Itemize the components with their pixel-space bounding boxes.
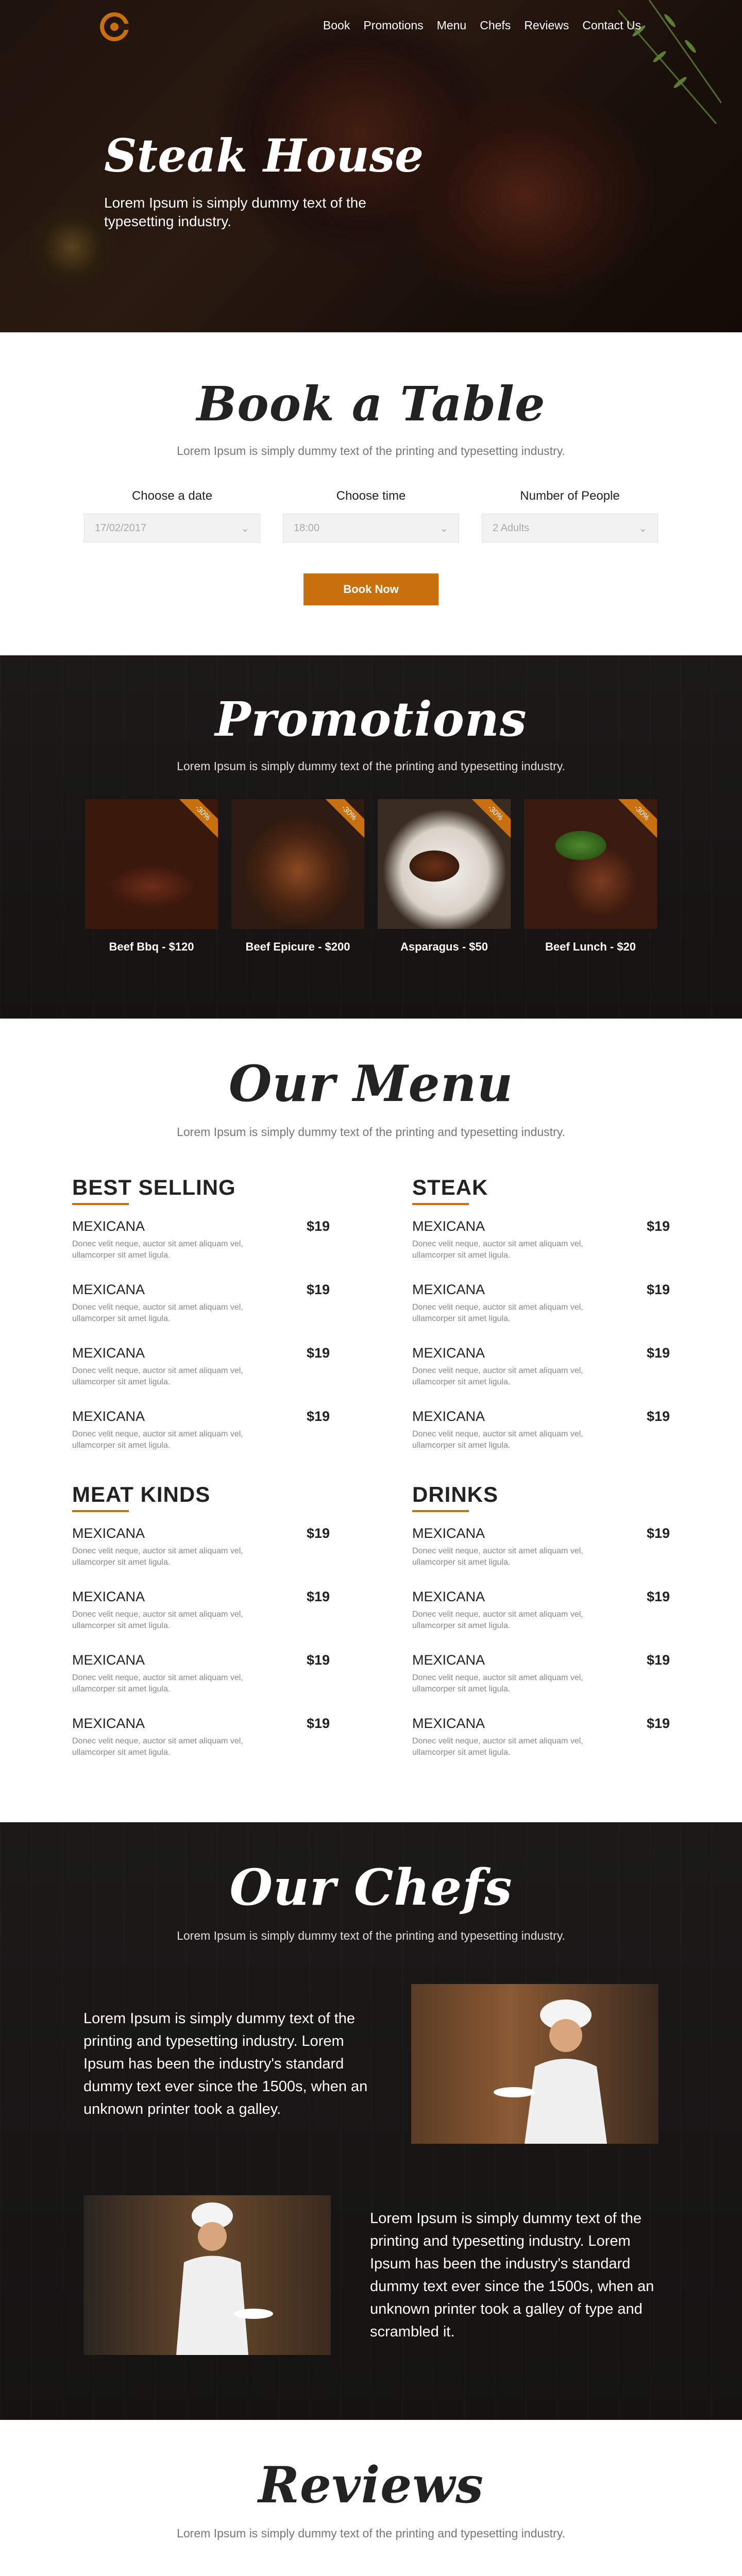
menu-item-row (72, 1282, 330, 1298)
menu-item-description: Donec velit neque, auctor sit amet aliquam vel, ullamcorper sit amet ligula. (412, 1737, 583, 1757)
menu-item-name: MEXICANA (72, 1345, 145, 1361)
menu-item-description: Donec velit neque, auctor sit amet aliquam vel, ullamcorper sit amet ligula. (72, 1240, 243, 1260)
promo-name: Beef Epicure - $200 (245, 940, 350, 953)
promo-card[interactable] (378, 799, 511, 954)
chef-photo (83, 2195, 331, 2355)
menu-item-description: Donec velit neque, auctor sit amet aliquam vel, ullamcorper sit amet ligula. (412, 1303, 583, 1323)
menu-item-price: $19 (306, 1716, 330, 1731)
menu-item-row (412, 1589, 670, 1605)
menu-item-price: $19 (306, 1526, 330, 1541)
nav-reviews[interactable]: Reviews (524, 19, 569, 32)
book-subtitle: Lorem Ipsum is simply dummy text of the printing and typesetting industry. (177, 444, 565, 457)
brand-logo-icon[interactable] (99, 11, 130, 42)
menu-item-row (412, 1526, 670, 1541)
menu-item-description: Donec velit neque, auctor sit amet aliquam vel, ullamcorper sit amet ligula. (412, 1430, 583, 1450)
date-label: Choose a date (131, 489, 213, 503)
menu-section (0, 1019, 742, 1822)
menu-item-description: Donec velit neque, auctor sit amet aliquam vel, ullamcorper sit amet ligula. (412, 1366, 583, 1386)
promo-cards (0, 799, 742, 954)
menu-item[interactable] (72, 1345, 330, 1388)
chef-description: Lorem Ipsum is simply dummy text of the printing and typesetting industry. Lorem Ipsum has been the industry's standard dummy text ever since the 1500s, when an unknown printer took a galley of type and scrambled it. (370, 2210, 654, 2340)
chevron-down-icon: ⌄ (241, 522, 249, 534)
chefs-section (0, 1822, 742, 2420)
time-value: 18:00 (294, 522, 320, 534)
promo-card[interactable] (524, 799, 657, 954)
menu-item-price: $19 (646, 1345, 670, 1361)
menu-item-description: Donec velit neque, auctor sit amet aliquam vel, ullamcorper sit amet ligula. (72, 1366, 243, 1386)
menu-item-name: MEXICANA (412, 1526, 485, 1541)
menu-item-name: MEXICANA (72, 1589, 145, 1604)
menu-item-row (72, 1716, 330, 1732)
menu-columns (0, 1175, 742, 1779)
menu-item-row (412, 1282, 670, 1298)
menu-item-price: $19 (646, 1652, 670, 1668)
promo-image (378, 799, 511, 929)
menu-item-price: $19 (306, 1282, 330, 1297)
promo-image (85, 799, 218, 929)
nav-menu-link[interactable]: Menu (436, 19, 467, 32)
menu-item-row (412, 1652, 670, 1668)
menu-item-name: MEXICANA (72, 1652, 145, 1668)
hero-title: Steak House (104, 129, 424, 182)
promo-image (524, 799, 657, 929)
promo-image (231, 799, 364, 929)
menu-item-name: MEXICANA (412, 1409, 485, 1424)
menu-item[interactable] (72, 1716, 330, 1758)
promo-card[interactable] (231, 799, 364, 954)
menu-column-right (412, 1175, 670, 1779)
menu-item-name: MEXICANA (72, 1526, 145, 1541)
time-field (283, 489, 459, 543)
menu-item-price: $19 (646, 1716, 670, 1731)
menu-item-price: $19 (646, 1218, 670, 1234)
menu-item-row (412, 1218, 670, 1234)
discount-badge: -30% (468, 799, 511, 840)
menu-item-price: $19 (306, 1589, 330, 1604)
chef-row (0, 1984, 742, 2144)
menu-item-description: Donec velit neque, auctor sit amet aliquam vel, ullamcorper sit amet ligula. (72, 1303, 243, 1323)
menu-item[interactable] (72, 1652, 330, 1695)
hero-section (0, 0, 742, 332)
nav-chefs[interactable]: Chefs (480, 19, 511, 32)
menu-item[interactable] (412, 1526, 670, 1568)
book-now-button[interactable]: Book Now (303, 573, 439, 605)
menu-item-description: Donec velit neque, auctor sit amet aliquam vel, ullamcorper sit amet ligula. (72, 1610, 243, 1630)
promotions-section (0, 655, 742, 1019)
reviews-section (0, 2420, 742, 2576)
menu-item-description: Donec velit neque, auctor sit amet aliquam vel, ullamcorper sit amet ligula. (72, 1547, 243, 1567)
menu-item-row (72, 1218, 330, 1234)
nav-contact[interactable]: Contact Us (582, 19, 641, 32)
book-title: Book a Table (196, 376, 546, 432)
menu-item-name: MEXICANA (412, 1589, 485, 1604)
menu-item[interactable] (412, 1589, 670, 1632)
chef-photo (411, 1984, 659, 2144)
time-select[interactable] (283, 514, 459, 543)
menu-item[interactable] (412, 1218, 670, 1261)
menu-item[interactable] (412, 1282, 670, 1325)
people-label: Number of People (520, 489, 620, 503)
menu-item-row (72, 1345, 330, 1361)
menu-item[interactable] (72, 1526, 330, 1568)
chef-row (0, 2195, 742, 2355)
menu-item-price: $19 (306, 1652, 330, 1668)
menu-item-row (412, 1716, 670, 1732)
menu-item[interactable] (72, 1409, 330, 1451)
nav-menu (323, 19, 641, 32)
promo-name: Asparagus - $50 (400, 940, 488, 953)
nav-promotions[interactable]: Promotions (363, 19, 424, 32)
chefs-subtitle: Lorem Ipsum is simply dummy text of the printing and typesetting industry. (177, 1929, 565, 1942)
hero-description: Lorem Ipsum is simply dummy text of the typesetting industry. (104, 195, 366, 229)
menu-item-name: MEXICANA (72, 1716, 145, 1731)
menu-item-price: $19 (646, 1409, 670, 1424)
menu-item-price: $19 (306, 1409, 330, 1424)
menu-item-price: $19 (646, 1589, 670, 1604)
chefs-title: Our Chefs (229, 1858, 513, 1917)
menu-items (412, 1526, 670, 1758)
menu-item-description: Donec velit neque, auctor sit amet aliquam vel, ullamcorper sit amet ligula. (412, 1240, 583, 1260)
menu-item-description: Donec velit neque, auctor sit amet aliquam vel, ullamcorper sit amet ligula. (72, 1673, 243, 1693)
chevron-down-icon: ⌄ (440, 522, 448, 534)
menu-item-row (412, 1409, 670, 1425)
menu-subtitle: Lorem Ipsum is simply dummy text of the printing and typesetting industry. (177, 1125, 565, 1139)
menu-item-name: MEXICANA (412, 1345, 485, 1361)
menu-category: MEAT KINDS (72, 1482, 330, 1512)
people-select[interactable] (482, 514, 658, 543)
menu-item-row (72, 1589, 330, 1605)
menu-item-description: Donec velit neque, auctor sit amet aliquam vel, ullamcorper sit amet ligula. (412, 1610, 583, 1630)
menu-item[interactable] (72, 1282, 330, 1325)
menu-category: STEAK (412, 1175, 670, 1205)
nav-book[interactable]: Book (323, 19, 350, 32)
discount-badge: -30% (615, 799, 657, 840)
menu-items (72, 1218, 330, 1451)
people-value: 2 Adults (493, 522, 530, 534)
menu-item-name: MEXICANA (72, 1282, 145, 1297)
menu-item-description: Donec velit neque, auctor sit amet aliquam vel, ullamcorper sit amet ligula. (72, 1737, 243, 1757)
menu-item-price: $19 (646, 1526, 670, 1541)
menu-item[interactable] (72, 1218, 330, 1261)
menu-item[interactable] (412, 1345, 670, 1388)
promotions-title: Promotions (215, 691, 527, 747)
menu-item-name: MEXICANA (412, 1652, 485, 1668)
menu-item-name: MEXICANA (412, 1218, 485, 1234)
menu-item-name: MEXICANA (412, 1282, 485, 1297)
book-table-section (0, 332, 742, 655)
date-select[interactable] (84, 514, 260, 543)
reviews-subtitle: Lorem Ipsum is simply dummy text of the printing and typesetting industry. (177, 2527, 565, 2540)
menu-item-description: Donec velit neque, auctor sit amet aliquam vel, ullamcorper sit amet ligula. (72, 1430, 243, 1450)
menu-item-price: $19 (306, 1218, 330, 1234)
date-value: 17/02/2017 (95, 522, 147, 534)
chevron-down-icon: ⌄ (638, 522, 647, 534)
menu-category: DRINKS (412, 1482, 670, 1512)
menu-item-name: MEXICANA (72, 1409, 145, 1424)
menu-column-left (72, 1175, 330, 1779)
promo-card[interactable] (85, 799, 218, 954)
promo-name: Beef Bbq - $120 (109, 940, 194, 953)
chef-description: Lorem Ipsum is simply dummy text of the printing and typesetting industry. Lorem Ipsum has been the industry's standard dummy text ever since the 1500s, when an unknown printer took a galley. (83, 2010, 368, 2117)
time-label: Choose time (336, 489, 406, 503)
menu-item-row (72, 1526, 330, 1541)
promotions-subtitle: Lorem Ipsum is simply dummy text of the printing and typesetting industry. (177, 759, 565, 773)
promo-name: Beef Lunch - $20 (545, 940, 636, 953)
menu-item-price: $19 (306, 1345, 330, 1361)
menu-items (72, 1526, 330, 1758)
booking-form (0, 489, 742, 543)
menu-item-price: $19 (646, 1282, 670, 1297)
menu-item-name: MEXICANA (72, 1218, 145, 1234)
menu-title: Our Menu (228, 1055, 514, 1113)
menu-item-row (72, 1409, 330, 1425)
menu-item-row (72, 1652, 330, 1668)
discount-badge: -30% (322, 799, 364, 840)
menu-item[interactable] (412, 1652, 670, 1695)
menu-items (412, 1218, 670, 1451)
reviews-title: Reviews (258, 2456, 484, 2514)
discount-badge: -30% (176, 799, 218, 840)
menu-item[interactable] (72, 1589, 330, 1632)
menu-item-name: MEXICANA (412, 1716, 485, 1731)
menu-item-description: Donec velit neque, auctor sit amet aliquam vel, ullamcorper sit amet ligula. (412, 1547, 583, 1567)
hero-text (104, 129, 424, 231)
top-nav (0, 0, 742, 52)
people-field (482, 489, 658, 543)
chef-figure-icon (83, 2195, 331, 2355)
menu-item-row (412, 1345, 670, 1361)
menu-item[interactable] (412, 1716, 670, 1758)
menu-item-description: Donec velit neque, auctor sit amet aliquam vel, ullamcorper sit amet ligula. (412, 1673, 583, 1693)
menu-item[interactable] (412, 1409, 670, 1451)
date-field (84, 489, 260, 543)
chef-figure-icon (411, 1984, 659, 2144)
menu-category: BEST SELLING (72, 1175, 330, 1205)
